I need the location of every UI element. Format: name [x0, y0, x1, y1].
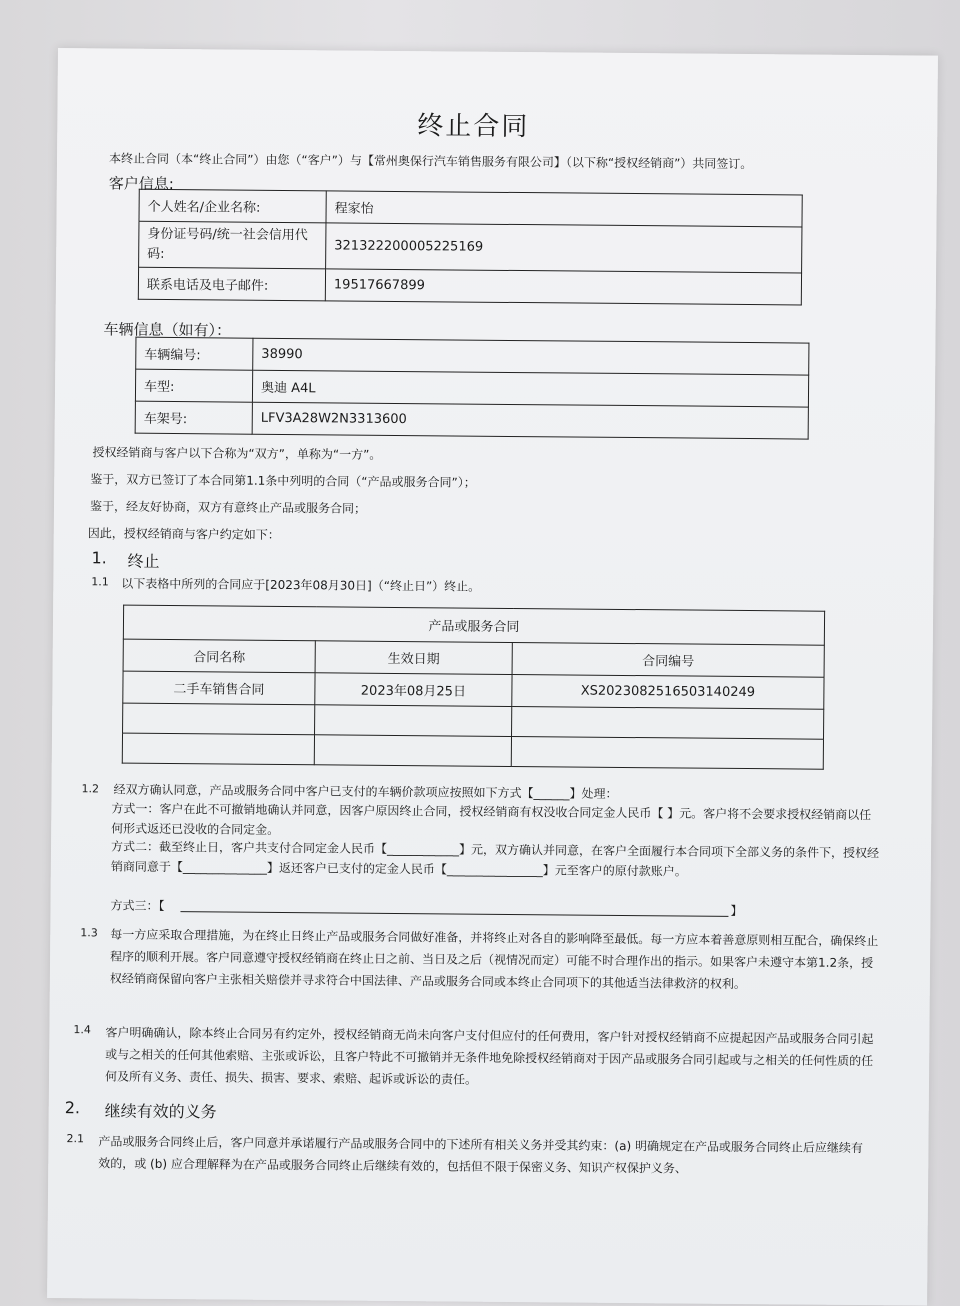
vehicle-number-label: 车辆编号: [136, 337, 253, 370]
parties-definition: 授权经销商与客户以下合称为“双方”，单称为“一方”。 [92, 445, 382, 462]
contract-table-caption: 产品或服务合同 [123, 605, 824, 645]
customer-id-label: 身份证号码/统一社会信用代码: [139, 221, 326, 269]
section-2-title: 继续有效的义务 [104, 1101, 217, 1122]
clause-1-2-option-1: 方式一：客户在此不可撤销地确认并同意，因客户原因终止合同，授权经销商有权没收合同定金人民币【 】元。客户将不会要求授权经销商以任何形式返还已没收的合同定金。 [111, 801, 872, 837]
contract-number-cell: XS2023082516503140249 [512, 674, 824, 709]
vehicle-model-value: 奥迪 A4L [252, 370, 808, 407]
contract-header-date: 生效日期 [315, 641, 512, 675]
clause-1-1-text: 以下表格中所列的合同应于[2023年08月30日]（“终止日”）终止。 [121, 576, 481, 594]
vehicle-model-label: 车型: [135, 369, 252, 402]
customer-contact-label: 联系电话及电子邮件: [138, 267, 325, 301]
vehicle-info-table [135, 337, 810, 440]
contract-number-cell [511, 736, 823, 769]
clause-1-4-number: 1.4 [73, 1023, 91, 1037]
section-1-number: 1. [91, 548, 107, 568]
customer-name-value: 程家怡 [326, 191, 802, 227]
contract-date-cell [315, 705, 512, 737]
clause-1-3-text: 每一方应采取合理措施，为在终止日终止产品或服务合同做好准备，并将终止对各自的影响降至最低。每一方应本着善意原则相互配合，确保终止程序的顺利开展。客户同意遵守授权经销商在终止日之前、当日及之后（视情况而定）可能不时合理作出的指示。如果客户未遵守本第1.2条，授权经销商保留向客户主张相关赔偿并寻求符合中国法律、产品或服务合同或本终止合同项下的其他适当法律救济的权利。 [109, 927, 879, 992]
clause-1-2-number: 1.2 [81, 782, 100, 796]
clause-1-2-text: 经双方确认同意，产品或服务合同中客户已支付的车辆价款项应按照如下方式【______】处理： [113, 782, 618, 801]
option-3-blank-line [180, 911, 728, 917]
clause-1-1-number: 1.1 [91, 575, 109, 589]
customer-contact-value: 19517667899 [325, 269, 801, 305]
clause-2-1-text: 产品或服务合同终止后，客户同意并承诺履行产品或服务合同中的下述所有相关义务并受其约束：(a) 明确规定在产品或服务合同终止后应继续有效的，或 (b) 应合理解释为在产品或服务合同终止后继续有效的，包括但不限于保密义务、知识产权保护义务、 [98, 1134, 864, 1176]
contract-number-cell [512, 706, 824, 739]
intro-paragraph: 本终止合同（本“终止合同”）由您（“客户”）与【常州奥保行汽车销售服务有限公司】（以下称“授权经销商”）共同签订。 [108, 151, 753, 172]
section-2-number: 2. [64, 1098, 81, 1118]
table-row [122, 733, 823, 769]
vehicle-number-value: 38990 [253, 338, 809, 375]
therefore-clause: 因此，授权经销商与客户约定如下： [87, 526, 280, 542]
vehicle-info-heading: 车辆信息（如有）： [103, 320, 232, 340]
customer-id-value: 321322200005225169 [326, 223, 802, 273]
whereas-clause-2: 鉴于，经友好协商，双方有意终止产品或服务合同； [89, 499, 367, 516]
vehicle-vin-value: LFV3A28W2N3313600 [252, 402, 808, 439]
customer-info-heading: 客户信息: [108, 174, 174, 194]
contract-table [122, 605, 825, 770]
section-1-title: 终止 [127, 551, 160, 571]
clause-1-2-option-2: 方式二：截至终止日，客户共支付合同定金人民币【____________】元，双方确认并同意，在客户全面履行本合同项下全部义务的条件下，授权经销商同意于【______________】返还客户已支付的定金人民币【________________】元至客户的原付款账户。 [110, 839, 880, 879]
clause-1-4-text: 客户明确确认，除本终止合同另有约定外，授权经销商无尚未向客户支付但应付的任何费用，客户针对授权经销商不应提起因产品或服务合同引起或与之相关的任何其他索赔、主张或诉讼，且客户特此不可撤销并无条件地免除授权经销商对于因产品或服务合同引起或与之相关的任何性质的任何及所有义务、责任、损失、损害、要求、索赔、起诉或诉讼的责任。 [104, 1025, 874, 1087]
clause-2-1-number: 2.1 [66, 1132, 85, 1146]
whereas-clause-1: 鉴于，双方已签订了本合同第1.1条中列明的合同（“产品或服务合同”）； [90, 472, 476, 490]
customer-name-label: 个人姓名/企业名称: [139, 189, 326, 223]
contract-name-cell [123, 703, 315, 735]
contract-date-cell: 2023年08月25日 [315, 673, 512, 707]
contract-date-cell [314, 735, 511, 767]
clause-1-2-option-3-label: 方式三：【 [110, 898, 165, 913]
document-title: 终止合同 [417, 111, 530, 143]
customer-row-contact [138, 267, 801, 305]
vehicle-vin-label: 车架号: [135, 401, 252, 434]
customer-info-table [138, 189, 803, 306]
contract-paper [47, 48, 938, 1306]
contract-header-name: 合同名称 [123, 639, 315, 673]
customer-row-id [139, 221, 802, 273]
clause-1-3-number: 1.3 [80, 926, 98, 940]
contract-header-number: 合同编号 [512, 642, 824, 677]
contract-name-cell [122, 733, 314, 765]
vehicle-row-vin [135, 401, 808, 439]
clause-1-2-option-3-end: 】 [730, 903, 743, 919]
contract-name-cell: 二手车销售合同 [123, 671, 315, 705]
